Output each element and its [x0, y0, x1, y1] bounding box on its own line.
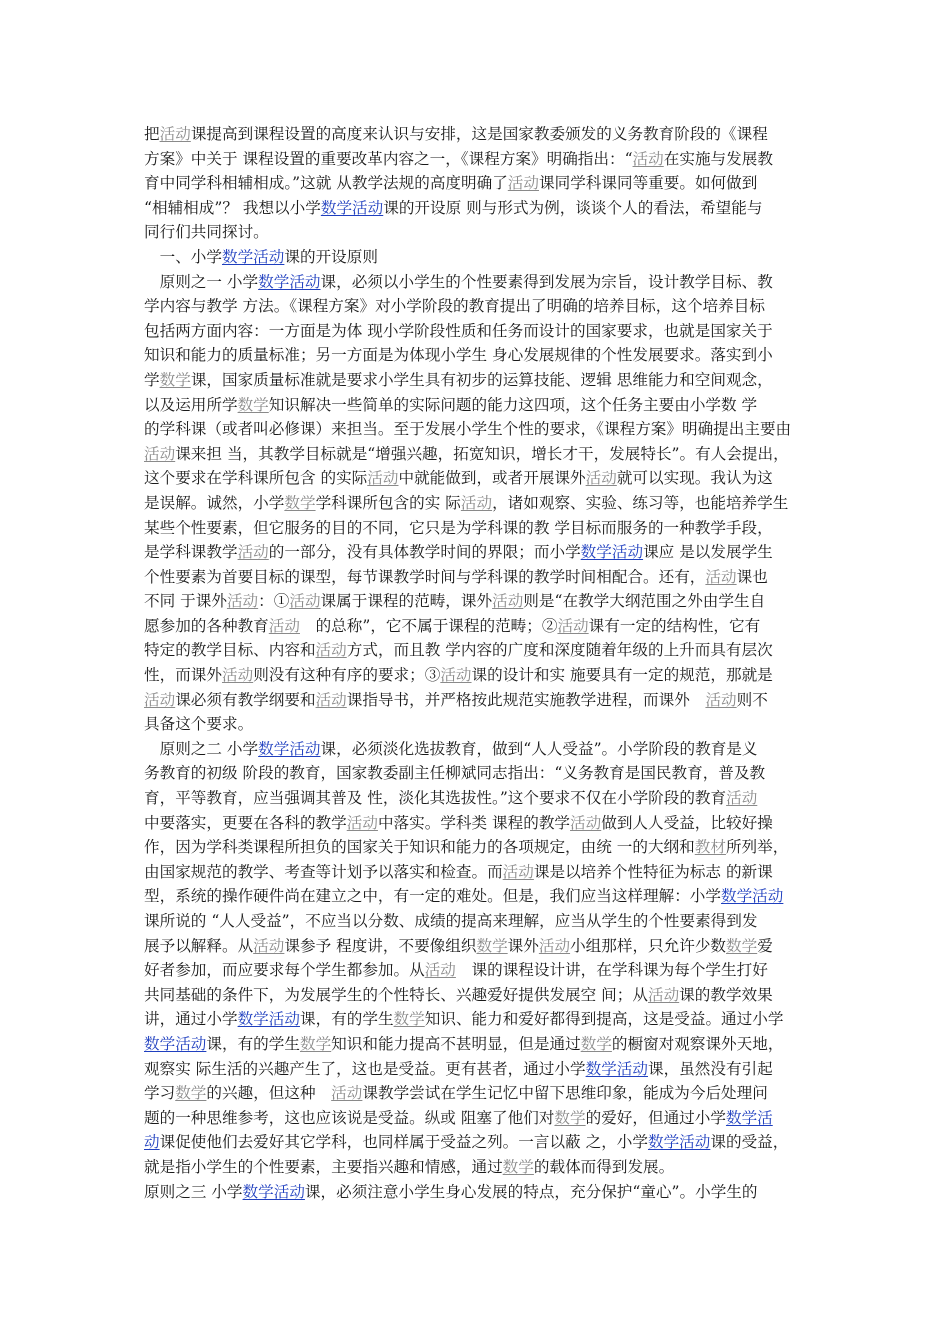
- keyword-link[interactable]: 数学活动: [320, 198, 384, 217]
- keyword-link[interactable]: 活动: [253, 936, 285, 955]
- text-line: [144, 245, 810, 270]
- keyword-link[interactable]: 活动: [268, 616, 300, 635]
- keyword-link[interactable]: 活动: [331, 1084, 363, 1103]
- text-line: [144, 196, 810, 221]
- keyword-link[interactable]: 数学: [299, 1034, 332, 1053]
- text-run: 爱: [757, 936, 773, 955]
- text-line: [144, 835, 810, 860]
- keyword-link[interactable]: 活动: [221, 666, 254, 685]
- text-run: 某些个性要素，但它服务的目的不同，它只是为学科课的教 学目标而服务的一种教学手段，: [144, 518, 773, 537]
- keyword-link[interactable]: 数学: [476, 936, 508, 955]
- keyword-link[interactable]: 活动: [538, 936, 571, 955]
- keyword-link[interactable]: 活动: [144, 690, 176, 709]
- keyword-link[interactable]: 活动: [557, 616, 589, 635]
- text-run: 知识解决一些简单的实际问题的能力这四项，这个任务主要由小学数 学: [268, 395, 758, 414]
- text-run: 知识和能力的质量标准；另一方面是为体现小学生 身心发展规律的个性发展要求。落实到小: [144, 346, 773, 365]
- text-line: [144, 319, 810, 344]
- text-run: 展予以解释。从: [144, 936, 254, 955]
- text-run: 原则之三 小学: [144, 1182, 243, 1201]
- keyword-link[interactable]: 活动: [367, 469, 399, 488]
- text-run: 则不: [736, 690, 768, 709]
- text-run: 方式，而且教 学内容的广度和深度随着年级的上升而具有层次: [346, 641, 773, 660]
- text-run: 题的一种思维参考，这也应该说是受益。纵或 阻塞了他们对: [144, 1108, 555, 1127]
- text-run: 知识、能力和爱好都得到提高，这是受益。通过小学: [424, 1010, 784, 1029]
- keyword-link[interactable]: 活动: [492, 592, 524, 611]
- keyword-link[interactable]: 数学活动: [242, 1182, 305, 1201]
- keyword-link[interactable]: 活动: [237, 543, 269, 562]
- text-line: [144, 491, 810, 516]
- text-run: 的橱窗对观察课外天地，: [611, 1034, 784, 1053]
- text-run: 方案》中关于 课程设置的重要改革内容之一，《课程方案》明确指出：“: [144, 149, 633, 168]
- keyword-link[interactable]: 数学: [554, 1108, 586, 1127]
- text-run: 由国家规范的教学、考查等计划予以落实和检查。而: [144, 862, 503, 881]
- keyword-link[interactable]: 数学活动: [647, 1133, 711, 1152]
- text-run: 课，必须以小学生的个性要素得到发展为宗旨，设计教学目标、教: [320, 272, 773, 291]
- text-run: 课外: [507, 936, 539, 955]
- text-run: 学: [144, 370, 160, 389]
- text-line: [144, 565, 810, 590]
- text-line: [144, 761, 810, 786]
- text-run: 课提高到课程设置的高度来认识与安排，这是国家教委颁发的义务教育阶段的《课程: [190, 125, 768, 143]
- text-run: 课的开设原则: [284, 247, 378, 266]
- keyword-link[interactable]: 活动: [289, 592, 321, 611]
- text-run: 共同基础的条件下，为发展学生的个性特长、兴趣爱好提供发展空 间；从: [144, 985, 648, 1004]
- keyword-link[interactable]: 活动: [632, 149, 664, 168]
- keyword-link[interactable]: 数学活动: [258, 272, 321, 291]
- keyword-link[interactable]: 数学: [726, 936, 758, 955]
- text-run: 是误解。诚然，小学: [144, 493, 285, 512]
- text-line: [144, 786, 810, 811]
- text-run: 型，系统的操作硬件尚在建立之中，有一定的难处。但是，我们应当这样理解：小学: [144, 887, 721, 906]
- text-run: 课，有的学生: [206, 1034, 300, 1053]
- text-run: 课必须有教学纲要和: [175, 690, 316, 709]
- text-run: 课，有的学生: [299, 1010, 394, 1029]
- text-run: 学科课所包含的实 际: [315, 493, 461, 512]
- text-run: 课指导书，并严格按此规范实施教学进程，而课外: [346, 690, 706, 709]
- text-run: 中落实。学科类 课程的教学: [377, 813, 571, 832]
- text-run: 课的教学效果: [679, 985, 773, 1004]
- keyword-link[interactable]: 数学: [159, 370, 191, 389]
- keyword-link[interactable]: 活动: [705, 567, 737, 586]
- keyword-link[interactable]: 活动: [570, 813, 602, 832]
- text-line: [144, 688, 810, 713]
- text-run: 课也: [736, 567, 768, 586]
- text-line: [144, 393, 810, 418]
- text-run: 课教学尝试在学生记忆中留下思维印象，能成为今后处理问: [362, 1084, 768, 1103]
- keyword-link[interactable]: 活动: [502, 862, 534, 881]
- text-line: [144, 589, 810, 614]
- text-run: 以及运用所学: [144, 395, 238, 414]
- text-run: 课促使他们去爱好其它学科，也同样属于受益之列。一言以蔽 之，小学: [159, 1133, 648, 1152]
- text-line: [144, 171, 810, 196]
- text-run: 学内容与教学 方法。《课程方案》对小学阶段的教育提出了明确的培养目标，这个培养目标: [144, 297, 765, 316]
- keyword-link[interactable]: 活动: [460, 493, 493, 512]
- keyword-link[interactable]: 数学: [175, 1084, 207, 1103]
- document-body: [144, 122, 810, 1204]
- keyword-link[interactable]: 数学: [284, 493, 316, 512]
- text-run: 课，必须注意小学生身心发展的特点，充分保护“童心”。小学生的: [304, 1182, 758, 1201]
- text-run: 课，必须淡化选拔教育，做到“人人受益”。小学阶段的教育是义: [320, 739, 758, 758]
- keyword-link[interactable]: 活动: [424, 961, 456, 980]
- keyword-link[interactable]: 数学活动: [237, 1010, 300, 1029]
- text-run: 是学科课教学: [144, 543, 238, 562]
- keyword-link[interactable]: 动: [144, 1133, 160, 1152]
- text-run: 讲，通过小学: [144, 1010, 238, 1029]
- text-line: [144, 909, 810, 934]
- text-run: 育中同学科相辅相成。”这就 从教学法规的高度明确了: [144, 174, 508, 193]
- keyword-link[interactable]: 数学活动: [585, 1059, 648, 1078]
- text-line: [144, 737, 810, 762]
- text-run: 课有一定的结构性，它有: [588, 616, 761, 635]
- keyword-link[interactable]: 活动: [440, 666, 472, 685]
- text-run: 一、小学: [144, 247, 222, 266]
- text-run: 做到人人受益，比较好操: [601, 813, 773, 832]
- text-run: 则没有这种有序的要求；③: [253, 666, 441, 685]
- text-line: [144, 1057, 810, 1082]
- text-line: [144, 368, 810, 393]
- text-line: [144, 983, 810, 1008]
- text-line: [144, 122, 810, 147]
- text-line: [144, 958, 810, 983]
- keyword-link[interactable]: 活动: [315, 690, 347, 709]
- keyword-link[interactable]: 数学活动: [580, 543, 644, 562]
- text-line: [144, 1007, 810, 1032]
- text-line: [144, 343, 810, 368]
- text-run: 的总称”，它不属于课程的范畴；②: [299, 616, 558, 635]
- keyword-link[interactable]: 活动: [726, 789, 758, 808]
- text-line: [144, 1106, 810, 1131]
- keyword-link[interactable]: 教材: [694, 838, 726, 857]
- keyword-link[interactable]: 活动: [226, 592, 259, 611]
- text-run: 所列举，: [725, 838, 789, 857]
- keyword-link[interactable]: 数学: [237, 395, 269, 414]
- text-line: [144, 147, 810, 172]
- text-run: 学习: [144, 1084, 176, 1103]
- text-line: [144, 466, 810, 491]
- text-run: 课所说的 “人人受益”，不应当以分数、成绩的提高来理解，应当从学生的个性要素得到发: [144, 912, 758, 930]
- text-run: 好者参加，而应要求每个学生都参加。从: [144, 961, 425, 980]
- text-run: 就可以实现。我认为这: [616, 469, 773, 488]
- text-line: [144, 712, 810, 737]
- text-run: 同行们共同探讨。: [144, 223, 269, 242]
- text-line: [144, 1130, 810, 1155]
- text-run: 特定的教学目标、内容和: [144, 641, 316, 660]
- keyword-link[interactable]: 活动: [705, 690, 737, 709]
- text-line: [144, 860, 810, 885]
- text-run: 原则之二 小学: [144, 739, 259, 758]
- text-run: 课的设计和实 施要具有一定的规范，那就是: [471, 666, 773, 685]
- text-line: [144, 220, 810, 245]
- text-run: 性，而课外: [144, 666, 222, 685]
- text-run: “相辅相成”？ 我想以小学: [144, 198, 321, 217]
- text-run: 在实施与发展教: [663, 149, 773, 168]
- text-run: 把: [144, 125, 160, 143]
- text-run: 个性要素为首要目标的课型，每节课教学时间与学科课的教学时间相配合。还有，: [144, 567, 706, 586]
- text-run: 课的开设原 则与形式为例，谈谈个人的看法，希望能与: [383, 198, 763, 217]
- keyword-link[interactable]: 活动: [144, 444, 176, 463]
- text-run: 愿参加的各种教育: [144, 616, 269, 635]
- text-run: 课应 是以发展学生: [643, 543, 773, 562]
- keyword-link[interactable]: 数学活动: [258, 739, 321, 758]
- text-line: [144, 811, 810, 836]
- text-line: [144, 1180, 810, 1205]
- text-line: [144, 1155, 810, 1180]
- text-line: [144, 270, 810, 295]
- text-run: 具备这个要求。: [144, 715, 254, 734]
- text-run: 育，平等教育，应当强调其普及 性，淡化其选拔性。”这个要求不仅在小学阶段的教育: [144, 789, 727, 808]
- text-line: [144, 442, 810, 467]
- text-line: [144, 614, 810, 639]
- text-run: ：①: [258, 592, 290, 611]
- text-run: 务教育的初级 阶段的教育，国家教委副主任柳斌同志指出：“义务教育是国民教育，普及教: [144, 764, 766, 783]
- text-run: ，诸如观察、实验、练习等，也能培养学生: [492, 493, 789, 512]
- keyword-link[interactable]: 数学活: [725, 1108, 773, 1127]
- text-run: 作，因为学科类课程所担负的国家关于知识和能力的各项规定，由统 一的大纲和: [144, 838, 695, 857]
- text-line: [144, 884, 810, 909]
- text-line: [144, 934, 810, 959]
- text-run: 的兴趣，但这种: [206, 1084, 332, 1103]
- text-run: 知识和能力提高不甚明显，但是通过: [331, 1034, 581, 1053]
- text-line: [144, 1032, 810, 1057]
- text-run: 这个要求在学科课所包含 的实际: [144, 469, 368, 488]
- keyword-link[interactable]: 活动: [585, 469, 617, 488]
- text-run: 小组那样，只允许少数: [570, 936, 727, 955]
- keyword-link[interactable]: 活动: [507, 174, 539, 193]
- text-run: 原则之一 小学: [144, 272, 259, 291]
- text-run: 课同学科课同等重要。如何做到: [539, 174, 758, 193]
- keyword-link[interactable]: 数学: [393, 1010, 425, 1029]
- text-run: 的一部分，没有具体教学时间的界限；而小学: [268, 543, 581, 562]
- text-line: [144, 516, 810, 541]
- text-run: 课参予 程度讲，不要像组织: [284, 936, 477, 955]
- text-run: 则是“在教学大纲范围之外由学生自: [523, 592, 766, 611]
- text-line: [144, 417, 810, 442]
- text-line: [144, 1081, 810, 1106]
- keyword-link[interactable]: 数学: [580, 1034, 612, 1053]
- text-line: [144, 540, 810, 565]
- keyword-link[interactable]: 活动: [647, 985, 680, 1004]
- text-line: [144, 638, 810, 663]
- text-run: 不同 于课外: [144, 592, 227, 611]
- keyword-link[interactable]: 数学活动: [144, 1034, 207, 1053]
- text-line: [144, 294, 810, 319]
- text-run: 课属于课程的范畴，课外: [320, 592, 493, 611]
- keyword-link[interactable]: 数学活动: [720, 887, 784, 906]
- text-run: 包括两方面内容：一方面是为体 现小学阶段性质和任务而设计的国家要求，也就是国家关于: [144, 321, 773, 340]
- text-run: 中就能做到，或者开展课外: [398, 469, 586, 488]
- text-run: 的爱好，但通过小学: [585, 1108, 726, 1127]
- text-run: 课的受益，: [710, 1133, 789, 1152]
- text-run: 课，国家质量标准就是要求小学生具有初步的运算技能、逻辑 思维能力和空间观念，: [190, 370, 773, 389]
- keyword-link[interactable]: 活动: [346, 813, 378, 832]
- text-run: 课，虽然没有引起: [647, 1059, 773, 1078]
- text-run: 课来担 当，其教学目标就是“增强兴趣，拓宽知识，增长才干，发展特长”。有人会提出，: [175, 444, 789, 463]
- keyword-link[interactable]: 活动: [159, 125, 191, 143]
- text-run: 的载体而得到发展。: [533, 1157, 675, 1176]
- text-line: [144, 663, 810, 688]
- keyword-link[interactable]: 数学: [502, 1157, 534, 1176]
- text-run: 的学科课（或者叫必修课）来担当。至于发展小学生个性的要求，《课程方案》明确提出主要由: [144, 420, 792, 439]
- keyword-link[interactable]: 活动: [315, 641, 347, 660]
- text-run: 课是以培养个性特征为标志 的新课: [533, 862, 773, 881]
- text-run: 中要落实，更要在各科的教学: [144, 813, 347, 832]
- keyword-link[interactable]: 数学活动: [221, 247, 285, 266]
- text-run: 就是指小学生的个性要素，主要指兴趣和情感，通过: [144, 1157, 503, 1176]
- text-run: 观察实 际生活的兴趣产生了，这也是受益。更有甚者，通过小学: [144, 1059, 586, 1078]
- text-run: 课的课程设计讲，在学科课为每个学生打好: [455, 961, 768, 980]
